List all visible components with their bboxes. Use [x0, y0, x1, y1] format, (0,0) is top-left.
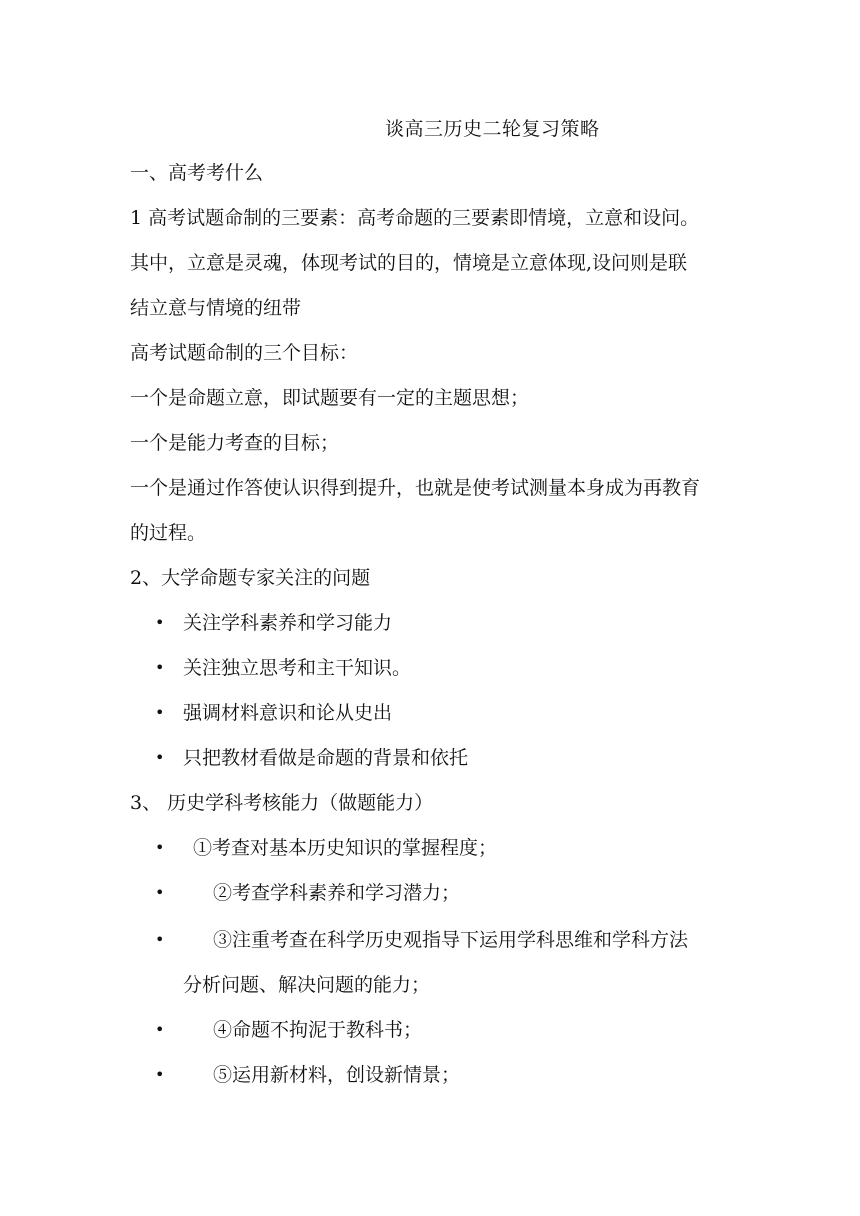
bullet-icon: •: [155, 1020, 165, 1039]
bullet-icon: •: [155, 838, 165, 857]
list-item: ③注重考查在科学历史观指导下运用学科思维和学科方法: [213, 929, 689, 951]
bullet-icon: •: [155, 930, 165, 949]
list-item: 强调材料意识和论从史出: [183, 702, 393, 724]
list-item: ⑤运用新材料，创设新情景；: [213, 1064, 461, 1086]
goal-item: 一个是通过作答使认识得到提升，也就是使考试测量本身成为再教育: [130, 477, 701, 499]
list-item: 只把教材看做是命题的背景和依托: [183, 747, 469, 769]
bullet-icon: •: [155, 1065, 165, 1084]
section-1-heading: 一、高考考什么: [130, 162, 264, 184]
paragraph-line: 1 高考试题命制的三要素：高考命题的三要素即情境，立意和设问。: [130, 207, 700, 229]
list-item: 关注学科素养和学习能力: [183, 612, 393, 634]
goals-heading: 高考试题命制的三个目标：: [130, 342, 359, 364]
paragraph-line: 其中，立意是灵魂，体现考试的目的，情境是立意体现,设问则是联: [130, 252, 688, 274]
list-item: ④命题不拘泥于教科书；: [213, 1019, 423, 1041]
bullet-icon: •: [155, 748, 165, 767]
list-item-continued: 分析问题、解决问题的能力；: [183, 974, 431, 996]
bullet-icon: •: [155, 658, 165, 677]
goal-item-continued: 的过程。: [130, 522, 207, 544]
section-3-heading: 3、 历史学科考核能力（做题能力）: [130, 792, 434, 814]
goal-item: 一个是命题立意，即试题要有一定的主题思想；: [130, 387, 530, 409]
bullet-icon: •: [155, 613, 165, 632]
bullet-icon: •: [155, 883, 165, 902]
paragraph-line: 结立意与情境的纽带: [130, 297, 302, 319]
document-title: 谈高三历史二轮复习策略: [385, 118, 600, 140]
list-item: ①考查对基本历史知识的掌握程度；: [193, 837, 498, 859]
bullet-icon: •: [155, 703, 165, 722]
section-2-heading: 2、大学命题专家关注的问题: [130, 567, 371, 589]
goal-item: 一个是能力考查的目标；: [130, 432, 340, 454]
list-item: 关注独立思考和主干知识。: [183, 657, 412, 679]
list-item: ②考查学科素养和学习潜力；: [213, 882, 461, 904]
